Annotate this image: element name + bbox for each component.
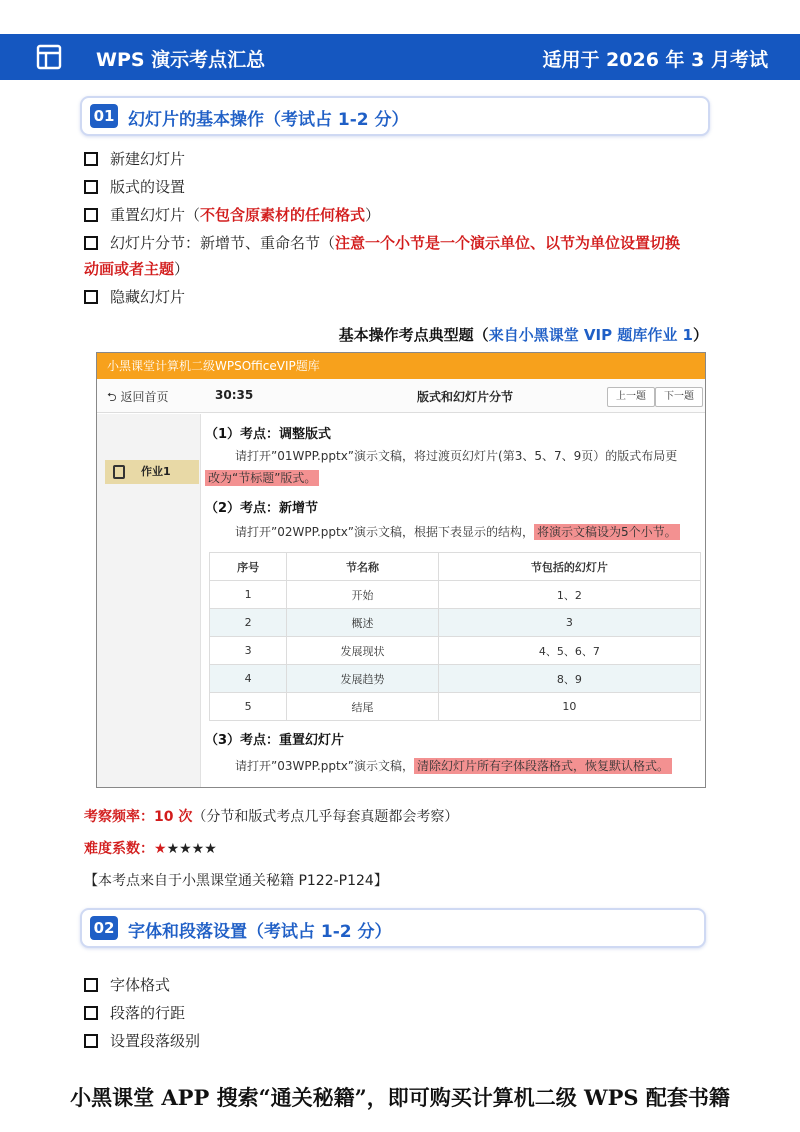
- question-2-text: 请打开”02WPP.pptx”演示文稿，根据下表显示的结构， 将演示文稿设为5个小节。: [235, 521, 705, 543]
- checklist-item-continuation: 动画或者主题）: [84, 260, 190, 278]
- star-icon: ★: [154, 841, 167, 857]
- question-toolbar: [97, 379, 705, 413]
- difficulty: 难度系数：★★★★★: [84, 841, 217, 857]
- checkbox-icon: [84, 180, 98, 194]
- question-3-text: 请打开”03WPP.pptx”演示文稿， 清除幻灯片所有字体段落格式，恢复默认格式。: [235, 755, 705, 777]
- footer-promo: 小黑课堂 APP 搜索“通关秘籍”，即可购买计算机二级 WPS 配套书籍: [70, 1085, 730, 1110]
- back-arrow-icon: ⮌: [107, 390, 121, 404]
- checklist-item: 重置幻灯片（不包含原素材的任何格式）: [84, 202, 380, 228]
- checkbox-icon: [84, 236, 98, 250]
- section-2-header: [80, 908, 706, 948]
- checklist-item: 版式的设置: [84, 174, 185, 200]
- task-item[interactable]: 作业1: [105, 460, 199, 484]
- table-header-cell: 节名称: [287, 553, 438, 581]
- table-row: 1 开始 1、2: [210, 581, 701, 609]
- next-question-button[interactable]: 下一题: [655, 387, 703, 407]
- checklist-item: 段落的行距: [84, 1000, 185, 1026]
- question-1-heading: （1）考点：调整版式: [205, 427, 332, 442]
- layout-icon: [36, 44, 62, 70]
- document-icon: [113, 465, 125, 479]
- sections-table: [209, 552, 701, 721]
- section-2-number: 02: [90, 916, 118, 940]
- timer: 30:35: [215, 388, 254, 402]
- window-title: 小黑课堂计算机二级WPSOfficeVIP题库: [97, 353, 705, 379]
- section-1-header: [80, 96, 710, 136]
- question-title: 版式和幻灯片分节: [417, 390, 514, 404]
- header-exam-date: 适用于 2026 年 3 月考试: [542, 49, 768, 71]
- checklist-item: 新建幻灯片: [84, 146, 185, 172]
- task-sidebar: [97, 414, 201, 788]
- table-header-cell: 节包括的幻灯片: [438, 553, 700, 581]
- question-3-heading: （3）考点：重置幻灯片: [205, 733, 345, 748]
- section-1-title: 幻灯片的基本操作（考试占 1-2 分）: [128, 110, 409, 130]
- checklist-item: 字体格式: [84, 972, 170, 998]
- checklist-item: 隐藏幻灯片: [84, 284, 185, 310]
- table-row: 3 发展现状 4、5、6、7: [210, 637, 701, 665]
- checkbox-icon: [84, 1034, 98, 1048]
- checkbox-icon: [84, 152, 98, 166]
- table-row: 4 发展趋势 8、9: [210, 665, 701, 693]
- header-title: WPS 演示考点汇总: [96, 49, 266, 71]
- question-1-text: 请打开”01WPP.pptx”演示文稿，将过渡页幻灯片(第3、5、7、9页）的版式布局更: [235, 449, 678, 463]
- section-1-number: 01: [90, 104, 118, 128]
- exam-frequency: 考察频率：10 次（分节和版式考点几乎每套真题都会考察）: [84, 809, 459, 825]
- table-row: 5 结尾 10: [210, 693, 701, 721]
- example-screenshot: [96, 352, 706, 788]
- checkbox-icon: [84, 290, 98, 304]
- example-caption: 基本操作考点典型题（来自小黑课堂 VIP 题库作业 1）: [338, 326, 708, 344]
- table-header-cell: 序号: [210, 553, 287, 581]
- checklist-item: 幻灯片分节：新增节、重命名节（注意一个小节是一个演示单位、以节为单位设置切换: [84, 230, 734, 256]
- table-header-row: [210, 553, 701, 581]
- question-2-heading: （2）考点：新增节: [205, 501, 319, 516]
- header-bar: [0, 34, 800, 80]
- checkbox-icon: [84, 208, 98, 222]
- star-icon: ★★★★: [166, 841, 217, 857]
- checkbox-icon: [84, 978, 98, 992]
- back-home-button[interactable]: ⮌ 返回首页: [107, 390, 169, 404]
- source-note: 【本考点来自于小黑课堂通关秘籍 P122-P124】: [84, 873, 388, 889]
- question-1-highlight: 改为“节标题”版式。: [205, 467, 319, 489]
- prev-question-button[interactable]: 上一题: [607, 387, 655, 407]
- section-2-title: 字体和段落设置（考试占 1-2 分）: [128, 922, 392, 942]
- checkbox-icon: [84, 1006, 98, 1020]
- checklist-item: 设置段落级别: [84, 1028, 200, 1054]
- table-row: 2 概述 3: [210, 609, 701, 637]
